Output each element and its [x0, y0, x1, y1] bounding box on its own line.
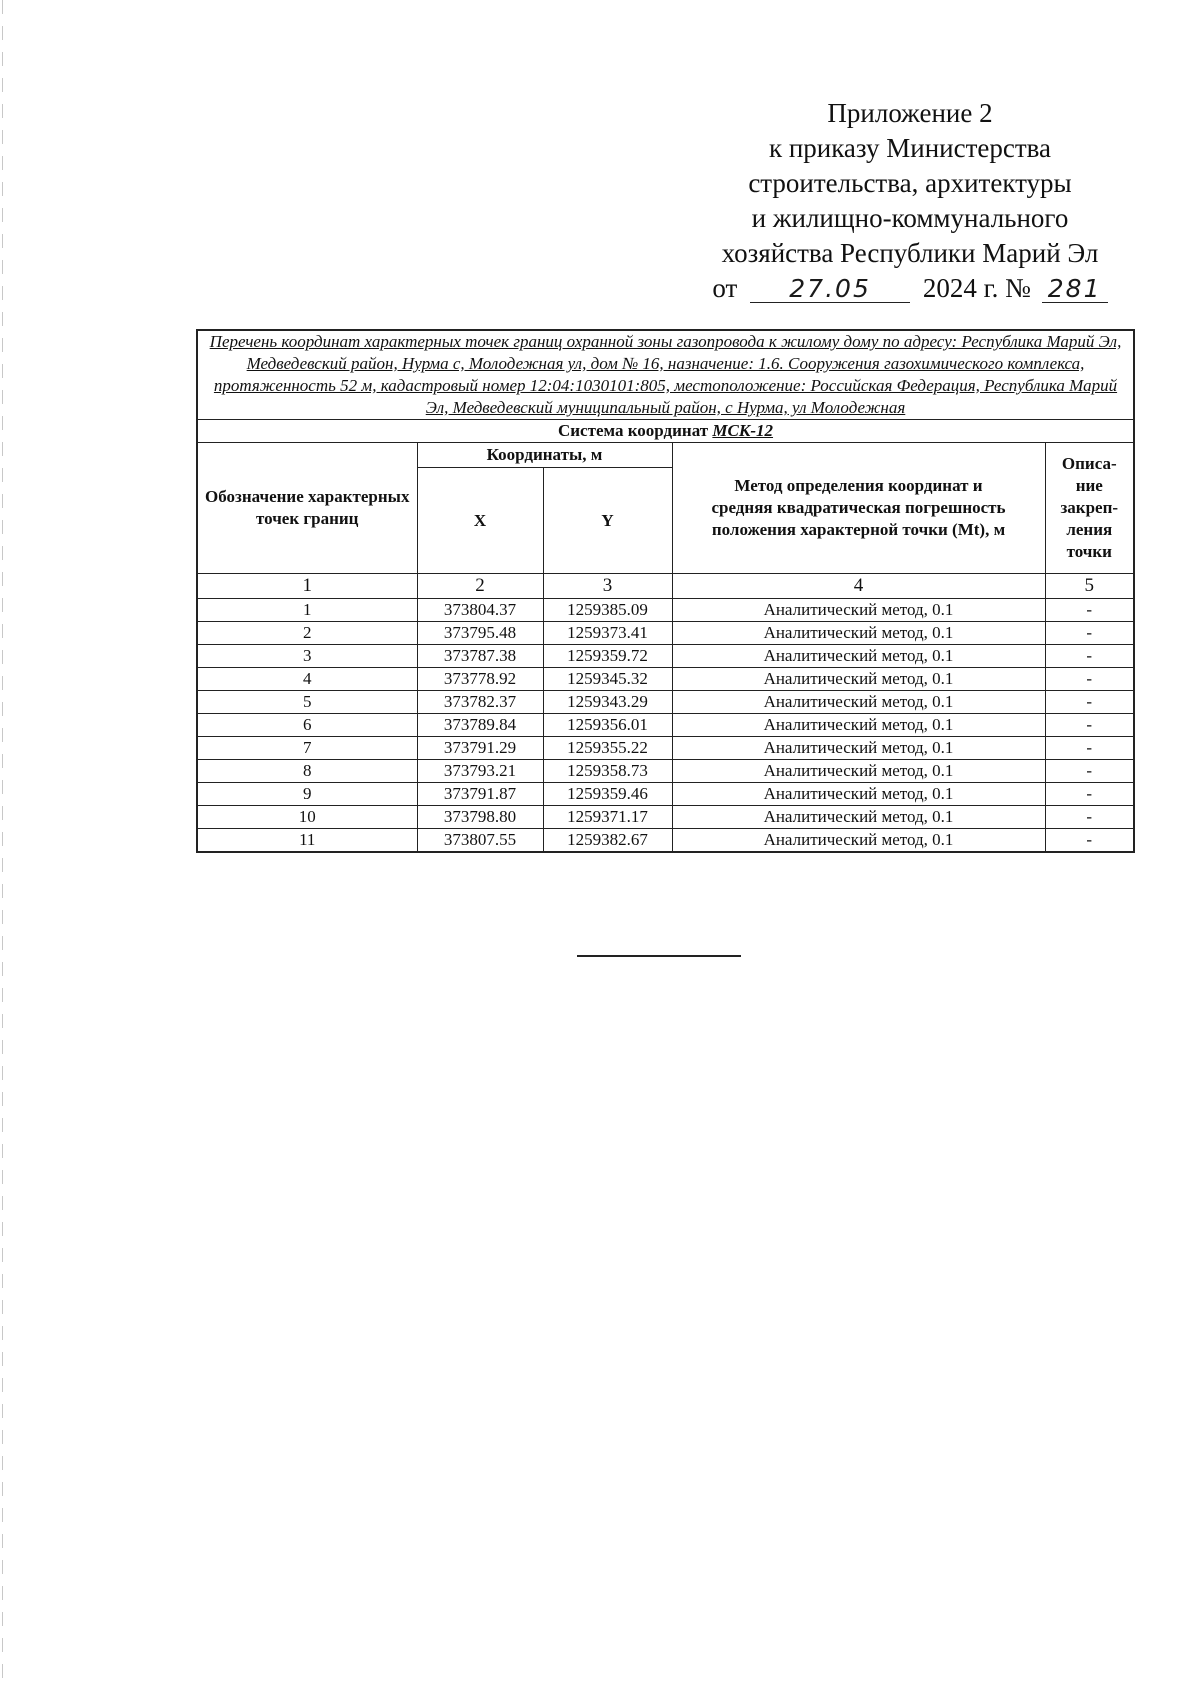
- table-row: [197, 622, 1134, 645]
- appendix-header: [700, 96, 1120, 306]
- coord-x: 373782.37: [417, 691, 543, 714]
- point-number: 7: [197, 737, 417, 760]
- description: -: [1045, 714, 1134, 737]
- coord-y: 1259343.29: [543, 691, 672, 714]
- description: -: [1045, 622, 1134, 645]
- coordinate-system: [197, 420, 1134, 443]
- col-header-method: Метод определения координат и средняя квадратическая погрешность положения характерной точки (Mt), м: [672, 443, 1045, 574]
- col-header-point: Обозначение характерных точек границ: [197, 443, 417, 574]
- method: Аналитический метод, 0.1: [672, 806, 1045, 829]
- column-index: 2: [417, 574, 543, 599]
- system-label: Система координат: [557, 421, 709, 440]
- column-index-row: [197, 574, 1134, 599]
- coord-x: 373804.37: [417, 599, 543, 622]
- coord-y: 1259356.01: [543, 714, 672, 737]
- description: -: [1045, 668, 1134, 691]
- coord-x: 373807.55: [417, 829, 543, 853]
- description: -: [1045, 737, 1134, 760]
- point-number: 5: [197, 691, 417, 714]
- coord-y: 1259345.32: [543, 668, 672, 691]
- closing-divider: [577, 955, 741, 957]
- table-row: [197, 714, 1134, 737]
- col-header-description: Описа-ние закреп-ления точки: [1045, 443, 1134, 574]
- header-row: [197, 443, 1134, 468]
- coord-x: 373787.38: [417, 645, 543, 668]
- col-header-x: X: [417, 468, 543, 574]
- system-value: МСК-12: [712, 421, 774, 440]
- method: Аналитический метод, 0.1: [672, 760, 1045, 783]
- coord-y: 1259358.73: [543, 760, 672, 783]
- table-row: [197, 737, 1134, 760]
- coord-y: 1259382.67: [543, 829, 672, 853]
- method: Аналитический метод, 0.1: [672, 714, 1045, 737]
- coordinate-system-row: [197, 420, 1134, 443]
- header-line: Приложение 2: [827, 98, 993, 128]
- method: Аналитический метод, 0.1: [672, 783, 1045, 806]
- method: Аналитический метод, 0.1: [672, 622, 1045, 645]
- handwritten-date: 27.05: [750, 276, 910, 303]
- point-number: 9: [197, 783, 417, 806]
- coord-x: 373798.80: [417, 806, 543, 829]
- coord-x: 373778.92: [417, 668, 543, 691]
- point-number: 1: [197, 599, 417, 622]
- point-number: 11: [197, 829, 417, 853]
- header-line: к приказу Министерства: [768, 133, 1052, 163]
- method: Аналитический метод, 0.1: [672, 599, 1045, 622]
- column-index: 1: [197, 574, 417, 599]
- description: -: [1045, 806, 1134, 829]
- table-title-row: [197, 330, 1134, 420]
- header-line: хозяйства Республики Марий Эл: [721, 238, 1099, 268]
- coord-y: 1259355.22: [543, 737, 672, 760]
- coord-y: 1259359.72: [543, 645, 672, 668]
- coord-x: 373793.21: [417, 760, 543, 783]
- coord-x: 373791.29: [417, 737, 543, 760]
- table-row: [197, 829, 1134, 853]
- header-line: и жилищно-коммунального: [751, 203, 1069, 233]
- description: -: [1045, 829, 1134, 853]
- point-number: 2: [197, 622, 417, 645]
- point-number: 6: [197, 714, 417, 737]
- table-row: [197, 691, 1134, 714]
- method: Аналитический метод, 0.1: [672, 691, 1045, 714]
- table-row: [197, 668, 1134, 691]
- handwritten-order-number: 281: [1042, 276, 1108, 303]
- description: -: [1045, 599, 1134, 622]
- scan-edge-mark: [2, 0, 3, 1686]
- date-prefix: от: [712, 273, 738, 303]
- point-number: 8: [197, 760, 417, 783]
- coord-x: 373795.48: [417, 622, 543, 645]
- method: Аналитический метод, 0.1: [672, 645, 1045, 668]
- coord-x: 373791.87: [417, 783, 543, 806]
- point-number: 4: [197, 668, 417, 691]
- description: -: [1045, 645, 1134, 668]
- coord-y: 1259359.46: [543, 783, 672, 806]
- column-index: 4: [672, 574, 1045, 599]
- coord-y: 1259373.41: [543, 622, 672, 645]
- table-row: [197, 783, 1134, 806]
- method: Аналитический метод, 0.1: [672, 829, 1045, 853]
- col-header-coords: Координаты, м: [417, 443, 672, 468]
- description: -: [1045, 760, 1134, 783]
- order-date-line: [700, 271, 1120, 306]
- method: Аналитический метод, 0.1: [672, 668, 1045, 691]
- table-row: [197, 806, 1134, 829]
- method: Аналитический метод, 0.1: [672, 737, 1045, 760]
- table-title: Перечень координат характерных точек границ охранной зоны газопровода к жилому дому по адресу: Республика Марий Эл, Медведевский район, Нурма с, Молодежная ул, дом № 16, назначение: 1.6. Сооружения газохимического комплекса, протяженность 52 м, кадастровый номер 12:04:1030101:805, местоположение: Российская Федерация, Республика Марий Эл, Медведевский муниципальный район, с Нурма, ул Молодежная: [197, 330, 1134, 420]
- coordinates-table: [196, 329, 1135, 853]
- coord-y: 1259371.17: [543, 806, 672, 829]
- table-row: [197, 599, 1134, 622]
- point-number: 10: [197, 806, 417, 829]
- table-row: [197, 645, 1134, 668]
- header-line: строительства, архитектуры: [748, 168, 1072, 198]
- coord-x: 373789.84: [417, 714, 543, 737]
- description: -: [1045, 691, 1134, 714]
- coord-y: 1259385.09: [543, 599, 672, 622]
- year-text: 2024 г. №: [922, 273, 1031, 303]
- column-index: 3: [543, 574, 672, 599]
- point-number: 3: [197, 645, 417, 668]
- col-header-y: Y: [543, 468, 672, 574]
- column-index: 5: [1045, 574, 1134, 599]
- description: -: [1045, 783, 1134, 806]
- table-row: [197, 760, 1134, 783]
